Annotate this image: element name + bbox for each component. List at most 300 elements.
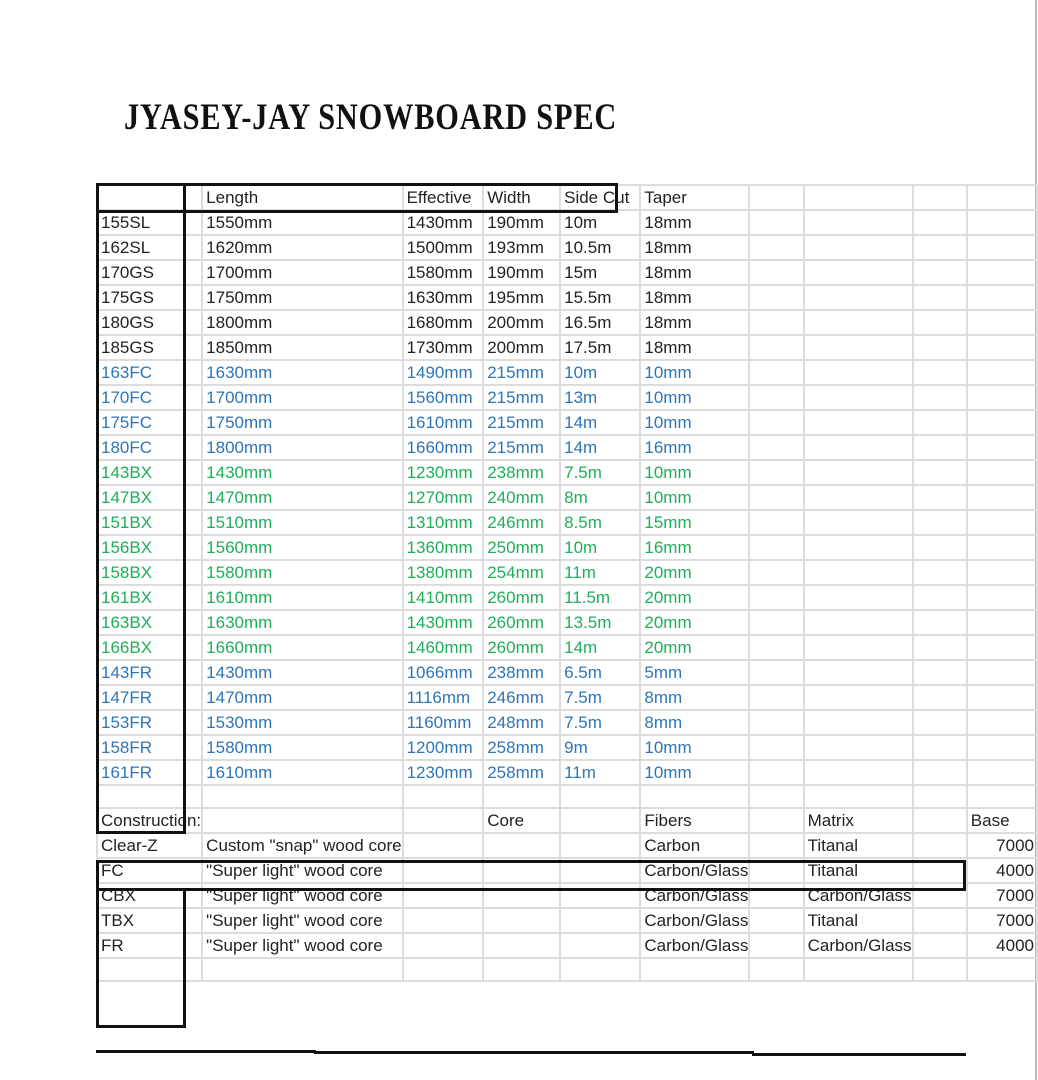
spec-cell-width: 260mm xyxy=(483,610,560,635)
empty-cell xyxy=(804,410,913,435)
spec-cell-taper: 5mm xyxy=(640,660,749,685)
empty-cell xyxy=(403,908,484,933)
empty-cell xyxy=(202,958,402,981)
spec-cell-effective: 1066mm xyxy=(403,660,484,685)
spec-row xyxy=(97,435,1037,460)
spec-cell-effective: 1680mm xyxy=(403,310,484,335)
spec-cell-sidecut: 7.5m xyxy=(560,710,640,735)
empty-cell xyxy=(913,260,967,285)
spec-cell-sidecut: 7.5m xyxy=(560,685,640,710)
spec-cell-sidecut: 7.5m xyxy=(560,460,640,485)
spec-cell-length: 1850mm xyxy=(202,335,402,360)
spec-cell-taper: 20mm xyxy=(640,560,749,585)
spec-cell-taper: 10mm xyxy=(640,735,749,760)
empty-cell xyxy=(560,933,640,958)
spec-cell-taper: 10mm xyxy=(640,485,749,510)
empty-cell xyxy=(804,735,913,760)
spec-cell-width: 215mm xyxy=(483,385,560,410)
construction-core: "Super light" wood core xyxy=(202,933,402,958)
construction-type: FR xyxy=(97,933,202,958)
empty-cell xyxy=(913,460,967,485)
empty-cell xyxy=(913,285,967,310)
empty-cell xyxy=(749,360,803,385)
spec-cell-width: 258mm xyxy=(483,735,560,760)
spec-cell-length: 1610mm xyxy=(202,760,402,785)
empty-cell xyxy=(913,235,967,260)
empty-cell xyxy=(967,310,1037,335)
spec-cell-model: 161BX xyxy=(97,585,202,610)
empty-cell xyxy=(913,908,967,933)
spec-cell-width: 190mm xyxy=(483,260,560,285)
spec-cell-sidecut: 11.5m xyxy=(560,585,640,610)
empty-cell xyxy=(749,660,803,685)
spec-row xyxy=(97,285,1037,310)
spec-row xyxy=(97,660,1037,685)
spec-cell-model: 156BX xyxy=(97,535,202,560)
empty-cell xyxy=(403,933,484,958)
spec-cell-length: 1630mm xyxy=(202,610,402,635)
spec-cell-model: 147BX xyxy=(97,485,202,510)
spec-cell-sidecut: 16.5m xyxy=(560,310,640,335)
spec-cell-width: 240mm xyxy=(483,485,560,510)
empty-cell xyxy=(804,660,913,685)
empty-cell xyxy=(967,660,1037,685)
empty-cell xyxy=(804,585,913,610)
empty-cell xyxy=(560,958,640,981)
empty-cell xyxy=(913,185,967,210)
spec-cell-taper: 10mm xyxy=(640,410,749,435)
empty-cell xyxy=(97,785,202,808)
spec-cell-model: 155SL xyxy=(97,210,202,235)
empty-cell xyxy=(804,285,913,310)
spec-cell-model: 143BX xyxy=(97,460,202,485)
spec-row xyxy=(97,510,1037,535)
spec-row xyxy=(97,260,1037,285)
spec-cell-taper: 8mm xyxy=(640,685,749,710)
spec-cell-length: 1700mm xyxy=(202,260,402,285)
spec-cell-width: 215mm xyxy=(483,435,560,460)
spec-cell-width: 238mm xyxy=(483,460,560,485)
spec-cell-sidecut: 8.5m xyxy=(560,510,640,535)
spec-cell-model: 163FC xyxy=(97,360,202,385)
spec-cell-width: 246mm xyxy=(483,510,560,535)
spec-cell-effective: 1230mm xyxy=(403,760,484,785)
spec-cell-width: 215mm xyxy=(483,360,560,385)
empty-cell xyxy=(967,760,1037,785)
construction-matrix: Titanal xyxy=(804,833,913,858)
construction-header-fibers: Fibers xyxy=(640,808,749,833)
empty-cell xyxy=(403,833,484,858)
spec-cell-width: 254mm xyxy=(483,560,560,585)
spec-row xyxy=(97,460,1037,485)
spec-cell-width: 215mm xyxy=(483,410,560,435)
empty-cell xyxy=(967,435,1037,460)
spec-cell-length: 1800mm xyxy=(202,310,402,335)
empty-cell xyxy=(913,833,967,858)
empty-cell xyxy=(913,958,967,981)
empty-cell xyxy=(202,808,402,833)
spec-header-sidecut: Side Cut xyxy=(560,185,640,210)
spec-cell-taper: 18mm xyxy=(640,335,749,360)
spec-cell-width: 238mm xyxy=(483,660,560,685)
construction-header-matrix: Matrix xyxy=(804,808,913,833)
spec-cell-model: 151BX xyxy=(97,510,202,535)
spec-cell-length: 1470mm xyxy=(202,685,402,710)
construction-type: Clear-Z xyxy=(97,833,202,858)
empty-cell xyxy=(913,635,967,660)
empty-cell xyxy=(749,410,803,435)
spec-cell-effective: 1610mm xyxy=(403,410,484,435)
empty-cell xyxy=(483,883,560,908)
construction-row xyxy=(97,858,1037,883)
empty-cell xyxy=(967,785,1037,808)
spec-cell-length: 1510mm xyxy=(202,510,402,535)
spec-cell-model: 180GS xyxy=(97,310,202,335)
empty-cell xyxy=(749,760,803,785)
empty-cell xyxy=(749,260,803,285)
spec-cell-length: 1530mm xyxy=(202,710,402,735)
grid-body xyxy=(97,185,1037,981)
empty-cell xyxy=(967,685,1037,710)
spec-row xyxy=(97,360,1037,385)
spec-cell-length: 1550mm xyxy=(202,210,402,235)
spec-cell-effective: 1460mm xyxy=(403,635,484,660)
spec-cell-effective: 1490mm xyxy=(403,360,484,385)
spec-cell-effective: 1430mm xyxy=(403,610,484,635)
spec-cell-width: 260mm xyxy=(483,585,560,610)
empty-cell xyxy=(913,385,967,410)
spec-cell-effective: 1500mm xyxy=(403,235,484,260)
empty-cell xyxy=(967,285,1037,310)
empty-cell xyxy=(913,933,967,958)
construction-matrix: Carbon/Glass xyxy=(804,933,913,958)
empty-cell xyxy=(913,310,967,335)
empty-cell xyxy=(967,710,1037,735)
construction-row xyxy=(97,933,1037,958)
spec-row xyxy=(97,210,1037,235)
empty-cell xyxy=(804,635,913,660)
spec-cell-effective: 1116mm xyxy=(403,685,484,710)
construction-matrix: Carbon/Glass xyxy=(804,883,913,908)
empty-cell xyxy=(749,685,803,710)
spec-cell-taper: 18mm xyxy=(640,210,749,235)
spec-cell-width: 193mm xyxy=(483,235,560,260)
construction-fibers: Carbon/Glass xyxy=(640,858,749,883)
spec-cell-taper: 10mm xyxy=(640,760,749,785)
spec-row xyxy=(97,560,1037,585)
spec-cell-model: 143FR xyxy=(97,660,202,685)
empty-cell xyxy=(749,485,803,510)
spec-cell-model: 153FR xyxy=(97,710,202,735)
empty-cell xyxy=(913,410,967,435)
spec-cell-taper: 18mm xyxy=(640,285,749,310)
spec-cell-sidecut: 14m xyxy=(560,410,640,435)
empty-cell xyxy=(967,958,1037,981)
construction-base: 7000 xyxy=(967,883,1037,908)
construction-fibers: Carbon/Glass xyxy=(640,908,749,933)
empty-cell xyxy=(749,560,803,585)
empty-cell xyxy=(560,785,640,808)
spec-cell-effective: 1580mm xyxy=(403,260,484,285)
spec-row xyxy=(97,235,1037,260)
spec-cell-width: 260mm xyxy=(483,635,560,660)
empty-cell xyxy=(804,510,913,535)
spec-cell-length: 1750mm xyxy=(202,285,402,310)
spec-cell-sidecut: 10m xyxy=(560,535,640,560)
spec-cell-model: 161FR xyxy=(97,760,202,785)
spec-cell-sidecut: 15m xyxy=(560,260,640,285)
empty-cell xyxy=(967,385,1037,410)
spec-cell-length: 1610mm xyxy=(202,585,402,610)
spacer-row xyxy=(97,958,1037,981)
spec-cell-width: 200mm xyxy=(483,335,560,360)
construction-core: "Super light" wood core xyxy=(202,908,402,933)
empty-cell xyxy=(749,310,803,335)
empty-cell xyxy=(804,560,913,585)
empty-cell xyxy=(749,933,803,958)
empty-cell xyxy=(804,460,913,485)
construction-core: Custom "snap" wood core xyxy=(202,833,402,858)
spec-row xyxy=(97,410,1037,435)
spec-cell-taper: 20mm xyxy=(640,585,749,610)
spec-cell-effective: 1630mm xyxy=(403,285,484,310)
spec-cell-width: 195mm xyxy=(483,285,560,310)
empty-cell xyxy=(483,858,560,883)
empty-cell xyxy=(560,808,640,833)
spec-cell-sidecut: 8m xyxy=(560,485,640,510)
construction-base: 4000 xyxy=(967,858,1037,883)
spec-row xyxy=(97,760,1037,785)
construction-fibers: Carbon xyxy=(640,833,749,858)
empty-cell xyxy=(483,785,560,808)
spec-cell-effective: 1200mm xyxy=(403,735,484,760)
empty-cell xyxy=(804,335,913,360)
spec-cell-length: 1560mm xyxy=(202,535,402,560)
empty-cell xyxy=(913,883,967,908)
empty-cell xyxy=(913,760,967,785)
spec-cell-model: 166BX xyxy=(97,635,202,660)
spec-cell-length: 1800mm xyxy=(202,435,402,460)
empty-cell xyxy=(804,685,913,710)
empty-cell xyxy=(749,285,803,310)
construction-core: "Super light" wood core xyxy=(202,858,402,883)
empty-cell xyxy=(913,510,967,535)
empty-cell xyxy=(967,635,1037,660)
empty-cell xyxy=(749,908,803,933)
spec-cell-effective: 1410mm xyxy=(403,585,484,610)
spec-cell-model: 162SL xyxy=(97,235,202,260)
empty-cell xyxy=(749,735,803,760)
spec-cell-taper: 10mm xyxy=(640,460,749,485)
construction-row xyxy=(97,908,1037,933)
empty-cell xyxy=(640,958,749,981)
spec-cell-effective: 1380mm xyxy=(403,560,484,585)
spec-cell-width: 200mm xyxy=(483,310,560,335)
spec-cell-taper: 8mm xyxy=(640,710,749,735)
empty-cell xyxy=(913,660,967,685)
spec-cell-sidecut: 13.5m xyxy=(560,610,640,635)
spec-row xyxy=(97,485,1037,510)
empty-cell xyxy=(749,335,803,360)
spec-cell-taper: 10mm xyxy=(640,360,749,385)
construction-type: FC xyxy=(97,858,202,883)
empty-cell xyxy=(967,260,1037,285)
empty-cell xyxy=(749,460,803,485)
empty-cell xyxy=(913,560,967,585)
construction-core: "Super light" wood core xyxy=(202,883,402,908)
empty-cell xyxy=(749,883,803,908)
construction-header-core: Core xyxy=(483,808,560,833)
empty-cell xyxy=(804,260,913,285)
empty-cell xyxy=(804,435,913,460)
spec-cell-length: 1700mm xyxy=(202,385,402,410)
construction-row xyxy=(97,833,1037,858)
empty-cell xyxy=(804,185,913,210)
spec-cell-sidecut: 14m xyxy=(560,435,640,460)
empty-cell xyxy=(749,535,803,560)
spec-header-length: Length xyxy=(202,185,402,210)
empty-cell xyxy=(804,385,913,410)
spec-cell-length: 1580mm xyxy=(202,735,402,760)
construction-type: CBX xyxy=(97,883,202,908)
empty-cell xyxy=(804,210,913,235)
empty-cell xyxy=(749,710,803,735)
spec-row xyxy=(97,310,1037,335)
empty-cell xyxy=(560,833,640,858)
empty-cell xyxy=(749,610,803,635)
spec-cell-taper: 10mm xyxy=(640,385,749,410)
empty-cell xyxy=(804,360,913,385)
empty-cell xyxy=(967,210,1037,235)
spec-row xyxy=(97,735,1037,760)
empty-cell xyxy=(913,435,967,460)
spec-cell-length: 1620mm xyxy=(202,235,402,260)
empty-cell xyxy=(967,535,1037,560)
spec-row xyxy=(97,635,1037,660)
spec-cell-taper: 16mm xyxy=(640,535,749,560)
empty-cell xyxy=(403,958,484,981)
construction-fibers: Carbon/Glass xyxy=(640,933,749,958)
spec-cell-sidecut: 10m xyxy=(560,210,640,235)
bottom-rule-3 xyxy=(752,1053,966,1056)
spec-cell-sidecut: 17.5m xyxy=(560,335,640,360)
spec-cell-model: 170FC xyxy=(97,385,202,410)
spec-header-effective: Effective xyxy=(403,185,484,210)
empty-cell xyxy=(967,360,1037,385)
spec-header-row xyxy=(97,185,1037,210)
spec-header-width: Width xyxy=(483,185,560,210)
construction-base: 4000 xyxy=(967,933,1037,958)
spec-cell-sidecut: 11m xyxy=(560,560,640,585)
spec-cell-model: 158FR xyxy=(97,735,202,760)
empty-cell xyxy=(403,808,484,833)
empty-cell xyxy=(483,958,560,981)
empty-cell xyxy=(967,410,1037,435)
empty-cell xyxy=(804,958,913,981)
construction-base: 7000 xyxy=(967,833,1037,858)
spec-cell-taper: 18mm xyxy=(640,235,749,260)
spec-cell-model: 175FC xyxy=(97,410,202,435)
empty-cell xyxy=(483,908,560,933)
empty-cell xyxy=(749,210,803,235)
spec-cell-model: 163BX xyxy=(97,610,202,635)
empty-cell xyxy=(560,858,640,883)
spec-cell-effective: 1360mm xyxy=(403,535,484,560)
spec-header-taper: Taper xyxy=(640,185,749,210)
spec-row xyxy=(97,335,1037,360)
empty-cell xyxy=(913,808,967,833)
spec-cell-sidecut: 11m xyxy=(560,760,640,785)
empty-cell xyxy=(749,808,803,833)
empty-cell xyxy=(749,785,803,808)
empty-cell xyxy=(804,710,913,735)
empty-cell xyxy=(967,485,1037,510)
empty-cell xyxy=(749,585,803,610)
spec-cell-sidecut: 13m xyxy=(560,385,640,410)
construction-fibers: Carbon/Glass xyxy=(640,883,749,908)
empty-cell xyxy=(749,833,803,858)
spec-row xyxy=(97,535,1037,560)
empty-cell xyxy=(913,485,967,510)
empty-cell xyxy=(913,535,967,560)
spec-cell-width: 190mm xyxy=(483,210,560,235)
spec-cell-sidecut: 10.5m xyxy=(560,235,640,260)
empty-cell xyxy=(749,510,803,535)
spec-cell-model: 175GS xyxy=(97,285,202,310)
spec-cell-model: 185GS xyxy=(97,335,202,360)
spec-cell-sidecut: 9m xyxy=(560,735,640,760)
empty-cell xyxy=(403,883,484,908)
spacer-row xyxy=(97,785,1037,808)
empty-cell xyxy=(483,933,560,958)
spec-cell-taper: 20mm xyxy=(640,635,749,660)
empty-cell xyxy=(804,785,913,808)
empty-cell xyxy=(804,310,913,335)
spec-cell-effective: 1270mm xyxy=(403,485,484,510)
spec-cell-effective: 1660mm xyxy=(403,435,484,460)
spec-cell-taper: 15mm xyxy=(640,510,749,535)
empty-cell xyxy=(560,883,640,908)
empty-cell xyxy=(97,958,202,981)
empty-cell xyxy=(749,185,803,210)
empty-cell xyxy=(749,858,803,883)
spec-cell-model: 170GS xyxy=(97,260,202,285)
page-title: JYASEY-JAY SNOWBOARD SPEC xyxy=(124,97,618,138)
spec-cell-length: 1430mm xyxy=(202,460,402,485)
spec-cell-width: 246mm xyxy=(483,685,560,710)
spec-cell-sidecut: 14m xyxy=(560,635,640,660)
construction-matrix: Titanal xyxy=(804,908,913,933)
empty-cell xyxy=(560,908,640,933)
spec-cell-taper: 18mm xyxy=(640,260,749,285)
spec-cell-length: 1660mm xyxy=(202,635,402,660)
spec-cell-effective: 1160mm xyxy=(403,710,484,735)
empty-cell xyxy=(749,635,803,660)
spec-cell-length: 1630mm xyxy=(202,360,402,385)
spec-cell-effective: 1730mm xyxy=(403,335,484,360)
spec-row xyxy=(97,710,1037,735)
spec-cell-taper: 20mm xyxy=(640,610,749,635)
spec-cell-sidecut: 10m xyxy=(560,360,640,385)
empty-cell xyxy=(913,858,967,883)
empty-cell xyxy=(913,735,967,760)
empty-cell xyxy=(403,858,484,883)
empty-cell xyxy=(913,335,967,360)
construction-row xyxy=(97,883,1037,908)
spec-sheet-grid xyxy=(96,184,1038,982)
empty-cell xyxy=(202,785,402,808)
spec-header-model xyxy=(97,185,202,210)
